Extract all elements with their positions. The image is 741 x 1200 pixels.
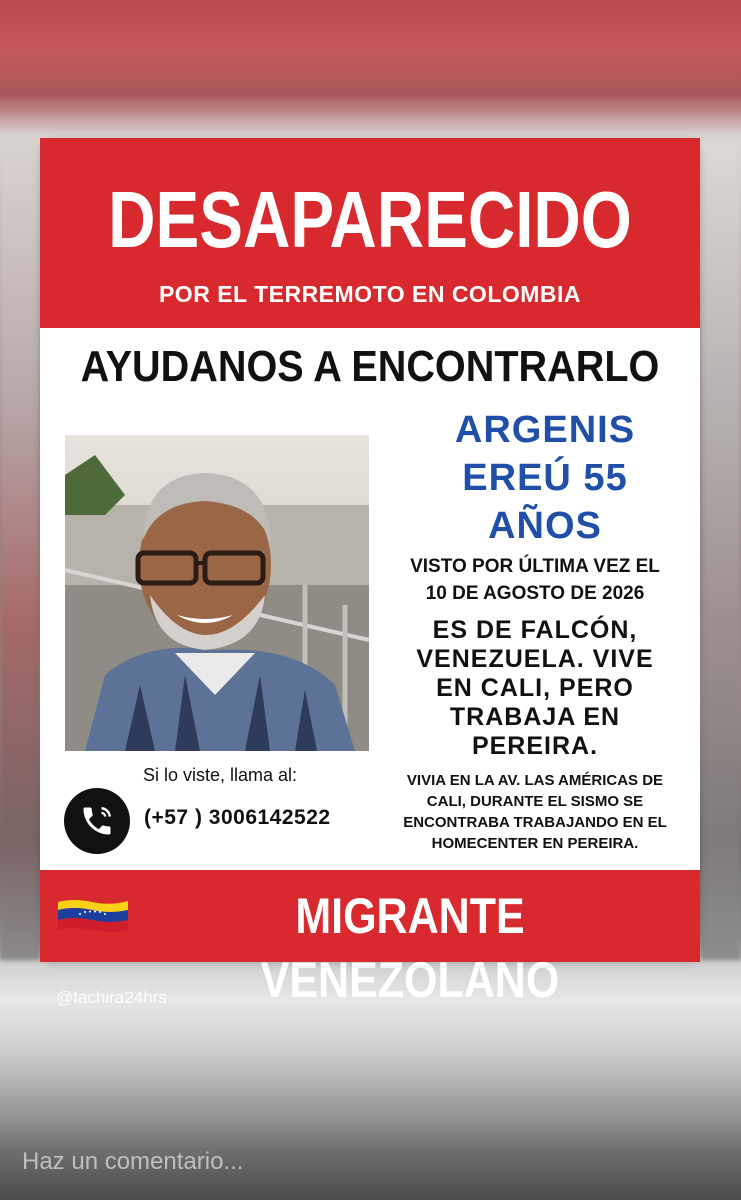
origin-line-2: VENEZUELA. VIVE	[416, 645, 654, 673]
seen-line-1: VISTO POR ÚLTIMA VEZ EL	[410, 556, 660, 577]
lived-line-2: CALI, DURANTE EL SISMO SE	[426, 793, 644, 810]
origin-line-3: EN CALI, PERO	[436, 674, 634, 702]
author-handle[interactable]: @tachira24hrs	[56, 988, 167, 1007]
background-blur-left	[0, 140, 40, 960]
footer-label: MIGRANTE VENEZOLANO	[260, 888, 560, 1008]
person-photo	[65, 435, 369, 751]
lived-line-4: HOMECENTER EN PEREIRA.	[431, 835, 639, 852]
venezuela-flag-icon	[54, 896, 132, 936]
call-to-action: AYUDANOS A ENCONTRARLO	[80, 342, 660, 391]
poster-header-band	[40, 138, 700, 328]
call-prompt: Si lo viste, llama al:	[142, 765, 298, 785]
name-line-2: EREÚ 55	[462, 457, 628, 499]
name-line-3: AÑOS	[488, 505, 602, 547]
last-seen-info	[390, 553, 680, 607]
name-line-1: ARGENIS	[454, 409, 636, 451]
poster-headline: DESAPARECIDO	[108, 175, 632, 264]
lived-line-3: ENCONTRABA TRABAJANDO EN EL	[403, 814, 667, 831]
origin-line-1: ES DE FALCÓN,	[432, 616, 638, 644]
seen-line-2: 10 DE AGOSTO DE 2026	[425, 583, 645, 604]
lived-line-1: VIVIA EN LA AV. LAS AMÉRICAS DE	[406, 772, 664, 789]
person-name	[410, 406, 680, 550]
origin-info	[390, 616, 680, 761]
poster-subheadline: POR EL TERREMOTO EN COLOMBIA	[158, 281, 582, 307]
phone-icon	[64, 788, 130, 854]
residence-info	[380, 770, 690, 854]
background-blur-right	[701, 140, 741, 960]
origin-line-5: PEREIRA.	[471, 732, 599, 760]
origin-line-4: TRABAJA EN	[449, 703, 621, 731]
phone-number: (+57 ) 3006142522	[144, 806, 331, 829]
comment-input[interactable]: Haz un comentario...	[22, 1148, 244, 1175]
